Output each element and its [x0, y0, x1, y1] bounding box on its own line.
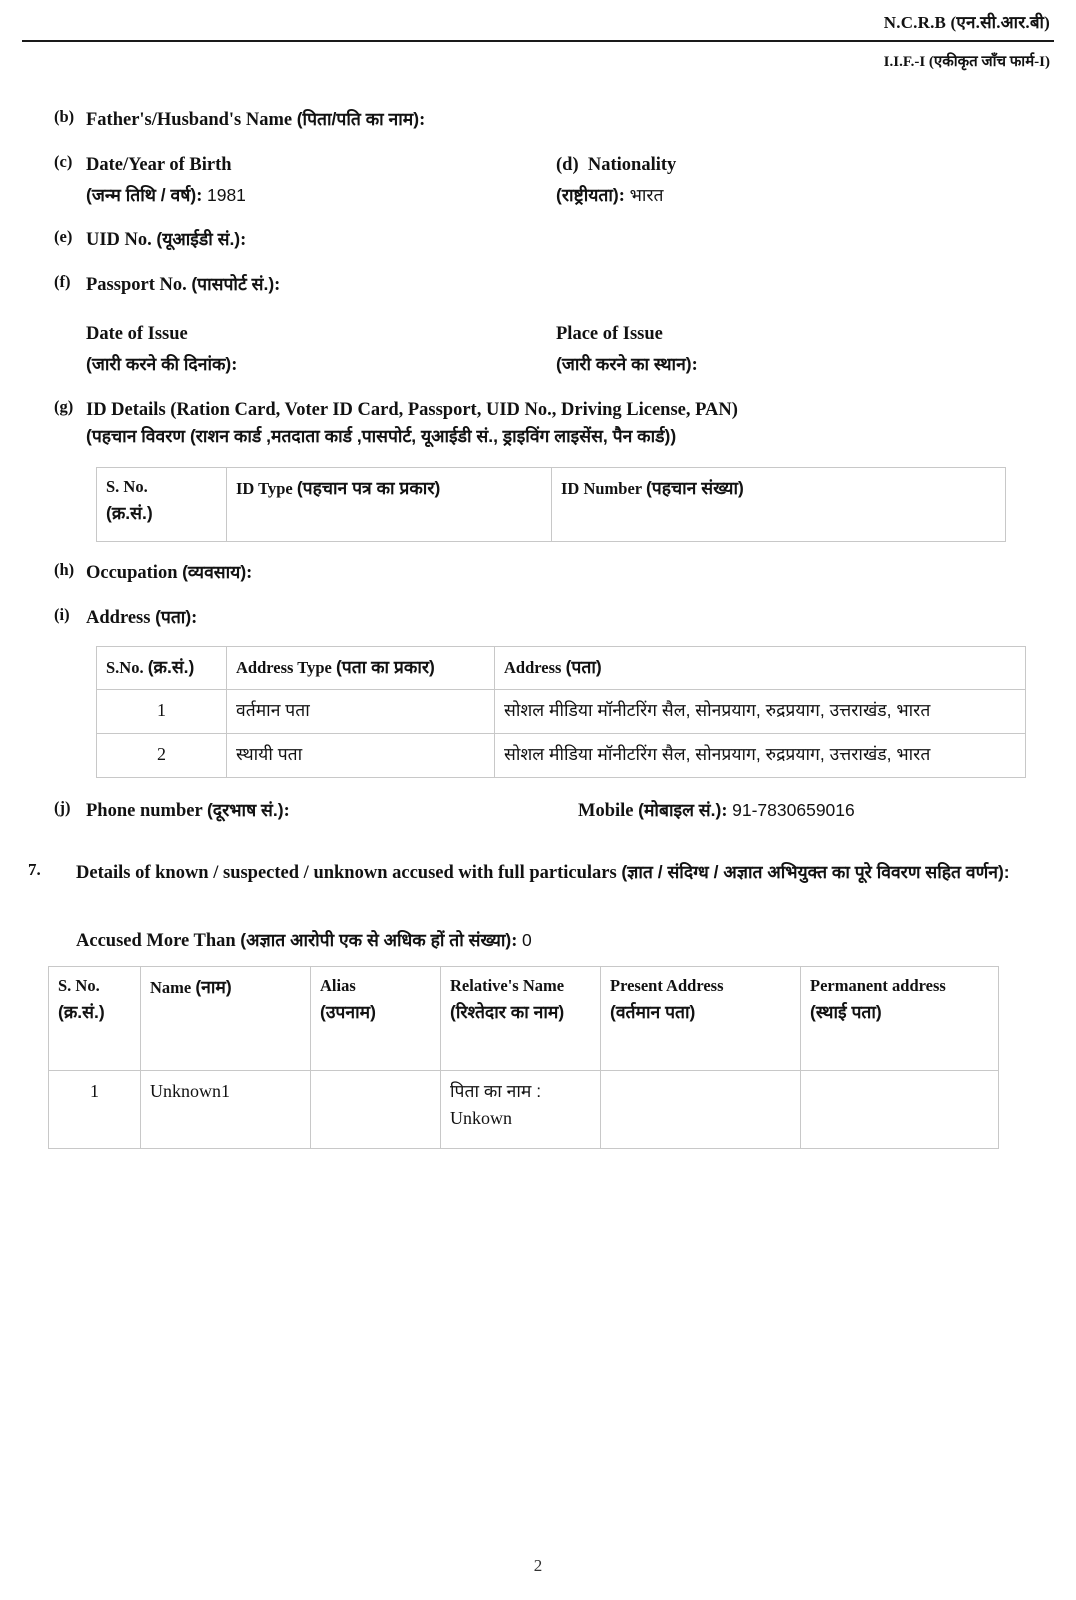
date-of-issue-colon: : — [231, 354, 238, 375]
mobile-label-en: Mobile — [578, 801, 634, 822]
field-g-label-en: ID Details (Ration Card, Voter ID Card, Passport, UID No., Driving License, PAN) — [86, 399, 738, 420]
id-type-en: ID Type — [236, 478, 293, 498]
id-table-col-type — [227, 467, 552, 541]
field-marker-d: (d) — [556, 154, 579, 175]
section-7-title-hi: (ज्ञात / संदिग्ध / अज्ञात अभियुक्त का पूरे विवरण सहित वर्णन): — [621, 862, 1010, 883]
addr-row-1-address: सोशल मीडिया मॉनीटरिंग सैल, सोनप्रयाग, रुद्रप्रयाग, उत्तराखंड, भारत — [495, 734, 1026, 778]
place-of-issue-label-hi: (जारी करने का स्थान) — [556, 353, 692, 374]
addr-col-type — [227, 646, 495, 690]
id-table-col-number — [552, 467, 1006, 541]
phone-label-en: Phone number — [86, 801, 203, 822]
accused-name-hi: (नाम) — [195, 976, 232, 997]
field-c-colon: : — [196, 185, 203, 206]
field-h-colon: : — [246, 562, 253, 583]
addr-col-address — [495, 646, 1026, 690]
addr-row-1-sno: 2 — [97, 734, 227, 778]
accused-row-0-sno: 1 — [49, 1070, 141, 1148]
field-occupation — [28, 560, 1048, 587]
section-7-number: 7. — [28, 860, 41, 880]
addr-col-sno — [97, 646, 227, 690]
phone-line — [86, 798, 1048, 825]
field-b-label-hi: (पिता/पति का नाम) — [296, 109, 420, 129]
accused-alias-en: Alias — [320, 975, 356, 995]
passport-issue-block — [86, 321, 1048, 379]
field-e-label-hi: (यूआईडी सं.) — [156, 229, 241, 250]
accused-sno-hi: (क्र.सं.) — [58, 1001, 105, 1022]
accused-row-0-permanent-address — [801, 1070, 999, 1148]
accused-more-en: Accused More Than — [76, 930, 236, 951]
field-c-value-group — [86, 183, 556, 210]
place-of-issue-hi-group — [556, 352, 1048, 379]
field-i-colon: : — [191, 607, 198, 628]
accused-row-0-relative-line2: Unkown — [450, 1107, 512, 1128]
issue-line1 — [86, 321, 1048, 348]
accused-row-0-present-address — [601, 1070, 801, 1148]
field-f-text — [86, 272, 1048, 299]
date-of-issue-label-hi: (जारी करने की दिनांक) — [86, 353, 232, 374]
place-of-issue-colon: : — [691, 354, 698, 375]
page-number: 2 — [533, 1556, 543, 1575]
dob-nationality-line2 — [86, 183, 1048, 210]
address-table — [96, 646, 1026, 779]
accused-name-en: Name — [150, 977, 192, 997]
phone-label-hi: (दूरभाष सं.) — [206, 800, 284, 821]
field-i-text — [86, 605, 1048, 632]
field-h-text — [86, 560, 1048, 587]
field-f-label-hi: (पासपोर्ट सं.) — [191, 274, 275, 295]
id-type-hi: (पहचान पत्र का प्रकार) — [296, 477, 441, 498]
accused-present-en: Present Address — [610, 975, 724, 995]
phone-label-group — [86, 798, 578, 825]
accused-table — [48, 966, 999, 1149]
table-row — [97, 690, 1026, 734]
addr-address-hi: (पता) — [565, 656, 602, 677]
mobile-value: 91-7830659016 — [732, 800, 855, 821]
section-7 — [28, 859, 1048, 888]
field-d-label-hi: (राष्ट्रीयता) — [556, 184, 619, 205]
field-b-colon: : — [419, 110, 426, 130]
accused-col-permanent-address — [801, 966, 999, 1070]
accused-table-header-row — [49, 966, 999, 1070]
field-b-label-en: Father's/Husband's Name — [86, 110, 293, 130]
field-i-label-hi: (पता) — [155, 606, 192, 627]
field-passport-no — [28, 272, 1048, 299]
field-address — [28, 605, 1048, 632]
addr-address-en: Address — [504, 657, 562, 677]
accused-more-value: 0 — [522, 929, 532, 950]
accused-col-name — [141, 966, 311, 1070]
field-d-value: भारत — [629, 184, 664, 205]
ncrb-header: N.C.R.B (एन.सी.आर.बी) — [883, 13, 1050, 32]
phone-colon: : — [283, 801, 290, 822]
addr-row-0-sno: 1 — [97, 690, 227, 734]
field-c-label-en: Date/Year of Birth — [86, 154, 232, 175]
field-h-label-en: Occupation — [86, 562, 178, 583]
accused-row-0-name: Unknown1 — [141, 1070, 311, 1148]
accused-row-0-relative — [441, 1070, 601, 1148]
date-of-issue-hi-group — [86, 352, 556, 379]
field-marker-h: (h) — [54, 559, 75, 579]
accused-relative-en: Relative's Name — [450, 975, 565, 995]
field-d-heading — [556, 152, 1048, 179]
addr-row-1-type: स्थायी पता — [227, 734, 495, 778]
dob-nationality-line1 — [86, 152, 1048, 179]
section-7-title-en: Details of known / suspected / unknown accused with full particulars — [76, 863, 617, 884]
field-marker-j: (j) — [54, 798, 71, 818]
accused-permanent-en: Permanent address — [810, 975, 946, 995]
mobile-colon: : — [721, 801, 728, 822]
accused-alias-hi: (उपनाम) — [320, 1001, 376, 1022]
table-row — [49, 1070, 999, 1148]
accused-col-sno — [49, 966, 141, 1070]
accused-relative-hi: (रिश्तेदार का नाम) — [450, 1001, 565, 1022]
field-c-value: 1981 — [206, 184, 246, 205]
accused-row-0-relative-line1: पिता का नाम : — [450, 1080, 542, 1101]
accused-col-present-address — [601, 966, 801, 1070]
id-number-en: ID Number — [561, 478, 642, 498]
field-marker-f: (f) — [54, 272, 71, 292]
address-table-header-row — [97, 646, 1026, 690]
field-marker-i: (i) — [54, 604, 70, 624]
section-7-title — [76, 859, 1048, 888]
field-e-colon: : — [240, 230, 247, 251]
addr-sno-en: S.No. — [106, 657, 144, 677]
field-e-label-en: UID No. — [86, 230, 152, 251]
form-header: I.I.F.-I (एकीकृत जाँच फार्म-I) — [883, 54, 1050, 70]
id-number-hi: (पहचान संख्या) — [645, 477, 744, 498]
field-f-colon: : — [274, 275, 281, 296]
field-g-label-hi: (पहचान विवरण (राशन कार्ड ,मतदाता कार्ड ,पासपोर्ट, यूआईडी सं., ड्राइविंग लाइसेंस, पैन कार्ड)) — [86, 425, 677, 446]
field-marker-b: (b) — [54, 107, 75, 126]
id-details-table — [96, 467, 1006, 542]
place-of-issue-label-en: Place of Issue — [556, 324, 663, 345]
field-b-text — [86, 107, 1048, 134]
accused-row-0-alias — [311, 1070, 441, 1148]
form-body — [0, 71, 1076, 1149]
addr-type-en: Address Type — [236, 657, 332, 677]
accused-more-than-line — [76, 928, 1048, 952]
accused-col-relative — [441, 966, 601, 1070]
date-of-issue-label-en: Date of Issue — [86, 324, 188, 345]
field-g-text — [86, 397, 1048, 449]
addr-row-0-type: वर्तमान पता — [227, 690, 495, 734]
accused-col-alias — [311, 966, 441, 1070]
field-f-label-en: Passport No. — [86, 275, 187, 296]
field-h-label-hi: (व्यवसाय) — [182, 561, 247, 582]
table-row — [97, 734, 1026, 778]
id-sno-hi: (क्र.सं.) — [106, 502, 153, 523]
accused-more-hi: (अज्ञात आरोपी एक से अधिक हों तो संख्या) — [240, 929, 512, 950]
field-marker-e: (e) — [54, 227, 73, 247]
addr-type-hi: (पता का प्रकार) — [335, 656, 435, 677]
id-table-header-row — [97, 467, 1006, 541]
field-uid-no — [28, 227, 1048, 254]
id-sno-en: S. No. — [106, 476, 148, 496]
field-marker-g: (g) — [54, 396, 74, 416]
field-i-label-en: Address — [86, 607, 151, 628]
field-phone-number — [28, 798, 1048, 825]
accused-present-hi: (वर्तमान पता) — [610, 1001, 696, 1022]
issue-line2 — [86, 352, 1048, 379]
field-father-husband-name — [28, 107, 1048, 134]
field-e-text — [86, 227, 1048, 254]
accused-more-colon: : — [511, 930, 518, 951]
field-marker-c: (c) — [54, 151, 73, 171]
field-dob-nationality-row — [28, 152, 1048, 210]
field-id-details — [28, 397, 1048, 449]
addr-row-0-address: सोशल मीडिया मॉनीटरिंग सैल, सोनप्रयाग, रुद्रप्रयाग, उत्तराखंड, भारत — [495, 690, 1026, 734]
mobile-label-hi: (मोबाइल सं.) — [638, 800, 722, 821]
id-table-col-sno — [97, 467, 227, 541]
field-d-colon: : — [618, 185, 625, 206]
field-c-label-hi: (जन्म तिथि / वर्ष) — [86, 184, 197, 205]
accused-permanent-hi: (स्थाई पता) — [810, 1001, 882, 1022]
addr-sno-hi: (क्र.सं.) — [147, 656, 195, 677]
accused-sno-en: S. No. — [58, 975, 100, 995]
field-d-value-group — [556, 183, 1048, 210]
mobile-group — [578, 798, 1048, 825]
field-d-label-en: Nationality — [587, 154, 677, 175]
